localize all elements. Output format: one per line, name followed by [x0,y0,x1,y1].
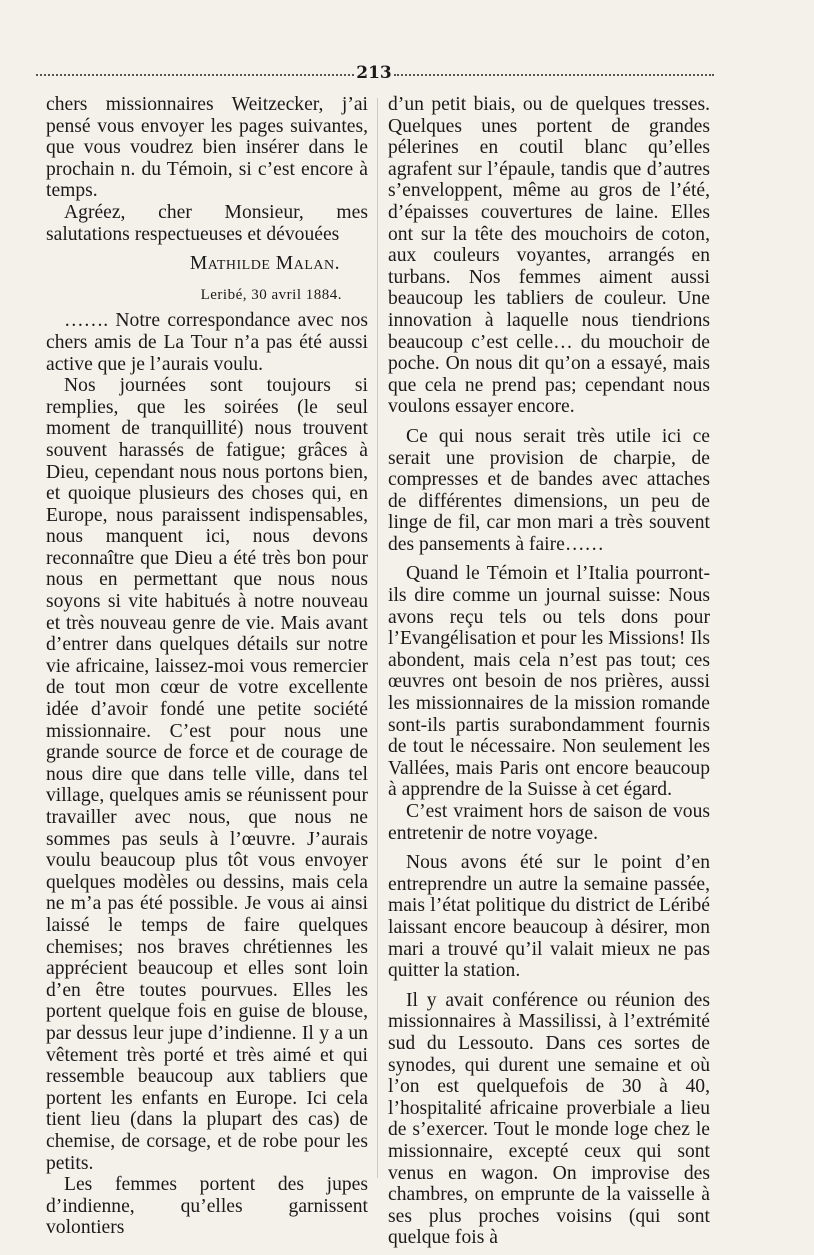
header-rule-left [36,74,354,76]
right-column [388,94,710,1249]
right-paragraph-1: d’un petit biais, ou de quelques tresses. Quelques unes portent de grandes pélerines en coutil blanc qu’elles agrafent sur l’épaule, tandis que d’autres s’enveloppent, même au gros de l’été, d’épaisses couvertures de laine. Elles ont sur la tête des mouchoirs de coton, aux couleurs voyantes, arrangés en turbans. Nos femmes aiment aussi beaucoup les tabliers de couleur. Une innovation à laquelle nous tiendrions beaucoup c’est celle… du mouchoir de poche. On nous dit qu’on a essayé, mais que cela ne prend pas; cependant nous voulons essayer encore. [388,94,710,418]
header-rule-right [394,74,714,76]
left-column [46,94,368,1239]
column-separator [377,98,378,1178]
left-paragraph-2: Agréez, cher Monsieur, mes salutations respectueuses et dévouées [46,201,368,245]
left-paragraph-3: ……. Notre correspondance avec nos chers amis de La Tour n’a pas été aussi active que je l’aurais voulu. [46,310,368,375]
right-paragraph-6: Il y avait conférence ou réunion des missionnaires à Massilissi, à l’extrémité sud du Lessouto. Dans ces sortes de synodes, qui durent une semaine et où l’on est quelquefois de 30 à 40, l’hospitalité africaine proverbiale a lieu de s’exercer. Tout le monde loge chez le missionnaire, excepté ceux qui sont venus en wagon. On improvise des chambres, on emprunte de la vaisselle à ses plus proches voisins (qui sont quelque fois à [388,989,710,1249]
right-paragraph-3: Quand le Témoin et l’Italia pourront-ils dire comme un journal suisse: Nous avons reçu tels ou tels dons pour l’Evangélisation et pour les Missions! Ils abondent, mais cela n’est pas tout; ces œuvres ont besoin de nos prières, aussi les missionnaires de la mission romande sont-ils partis surabondamment fournis de tout le nécessaire. Non seulement les Vallées, mais Paris ont encore beaucoup à apprendre de la Suisse à cet égard. [388,563,710,801]
left-paragraph-1: chers missionnaires Weitzecker, j’ai pensé vous envoyer les pages suivantes, que vous voudrez bien insérer dans le prochain n. du Témoin, si c’est encore à temps. [46,94,368,202]
signature: Mathilde Malan. [189,253,340,275]
right-paragraph-4: C’est vraiment hors de saison de vous entretenir de notre voyage. [388,801,710,844]
page-header [36,63,714,85]
dateline: Leribé, 30 avril 1884. [200,286,342,303]
right-paragraph-5: Nous avons été sur le point d’en entreprendre un autre la semaine passée, mais l’état politique du district de Léribé laissant encore beaucoup à désirer, mon mari a trouvé qu’il valait mieux ne pas quitter la station. [388,852,710,982]
left-paragraph-5: Les femmes portent des jupes d’indienne, qu’elles garnissent volontiers [46,1174,368,1239]
left-paragraph-4: Nos journées sont toujours si remplies, que les soirées (le seul moment de tranquillité) nous trouvent souvent harassés de fatigue; grâces à Dieu, cependant nous nous portons bien, et quoique plusieurs des choses qui, en Europe, nous paraissent indispensables, nous manquent ici, nous devons reconnaître que Dieu a été très bon pour nous en permettant que nous nous soyons si vite habitués à notre nouveau et très nouveau genre de vie. Mais avant d’entrer dans quelques détails sur notre vie africaine, laissez-moi vous remercier de tout mon cœur de votre excellente idée d’avoir fondé une petite société missionnaire. C’est pour nous une grande source de force et de courage de nous dire que dans telle ville, dans tel village, quelques amis se réunissent pour travailler avec nous, que nous ne sommes pas seuls à l’œuvre. J’aurais voulu beaucoup plus tôt vous envoyer quelques modèles ou dessins, mais cela ne m’a pas été possible. Je vous ai ainsi laissé le temps de faire quelques chemises; nos braves chrétiennes les apprécient beaucoup et elles sont loin d’en être toutes pourvues. Elles les portent quelque fois en guise de blouse, par dessus leur jupe d’indienne. Il y a un vêtement très porté et très aimé et qui ressemble beaucoup aux tabliers que portent les enfants en Europe. Ici cela tient lieu (dans la plupart des cas) de chemise, de corsage, et de robe pour les petits. [46,375,368,1174]
right-paragraph-2: Ce qui nous serait très utile ici ce serait une provision de charpie, de compresses et de bandes avec attaches de différentes dimensions, un peu de linge de fil, car mon mari a très souvent des pansements à faire…… [388,425,710,555]
page-number: 213 [356,63,392,83]
